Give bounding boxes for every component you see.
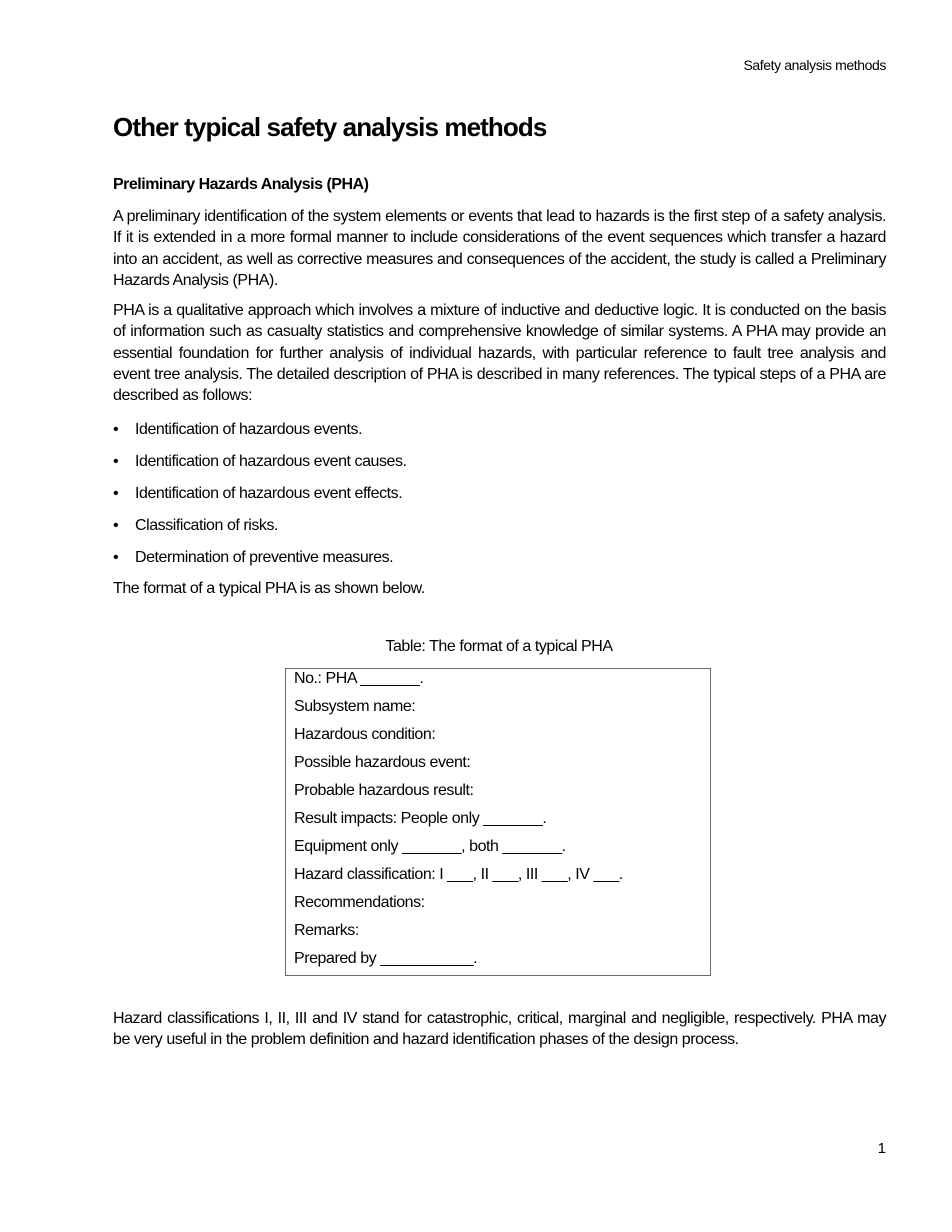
list-item (113, 483, 407, 515)
table-row: Prepared by ___________. (294, 950, 478, 967)
table-row: Equipment only _______, both _______. (294, 838, 566, 855)
list-item-text: Identification of hazardous event effects. (135, 485, 403, 502)
pha-format-table (285, 668, 711, 976)
list-item-text: Identification of hazardous event causes. (135, 453, 407, 470)
bullet-icon: • (113, 421, 119, 438)
pha-steps-list (113, 419, 407, 579)
list-item (113, 419, 407, 451)
table-row: Recommendations: (294, 894, 425, 911)
hazard-classification-paragraph: Hazard classifications I, II, III and IV stand for catastrophic, critical, marginal and negligible, respectively. PHA may be very useful in the problem definition and hazard identification phases of the design process. (113, 1010, 886, 1049)
section-heading: Preliminary Hazards Analysis (PHA) (113, 176, 369, 193)
bullet-icon: • (113, 453, 119, 470)
bullet-icon: • (113, 549, 119, 566)
table-row: Result impacts: People only _______. (294, 810, 547, 827)
page-number: 1 (877, 1140, 886, 1157)
pha-description-paragraph: PHA is a qualitative approach which involves a mixture of inductive and deductive logic. It is conducted on the basis of information such as casualty statistics and comprehensive knowledge of similar systems. A PHA may provide an essential foundation for further analysis of individual hazards, with particular reference to fault tree analysis and event tree analysis. The detailed description of PHA is described in many references. The typical steps of a PHA are described as follows: (113, 302, 886, 405)
table-row: Probable hazardous result: (294, 782, 474, 799)
list-item-text: Determination of preventive measures. (135, 549, 394, 566)
list-item (113, 451, 407, 483)
table-row: Hazard classification: I ___, II ___, III ___, IV ___. (294, 866, 623, 883)
table-row: Remarks: (294, 922, 359, 939)
intro-paragraph: A preliminary identification of the system elements or events that lead to hazards is the first step of a safety analysis. If it is extended in a more formal manner to include considerations of the event sequences which transfer a hazard into an accident, as well as corrective measures and consequences of the accident, the study is called a Preliminary Hazards Analysis (PHA). (113, 208, 886, 289)
page-title: Other typical safety analysis methods (113, 112, 547, 142)
running-header: Safety analysis methods (743, 57, 886, 73)
table-row: Possible hazardous event: (294, 754, 471, 771)
table-row: No.: PHA _______. (294, 670, 424, 687)
list-item-text: Identification of hazardous events. (135, 421, 363, 438)
bullet-icon: • (113, 485, 119, 502)
list-item-text: Classification of risks. (135, 517, 279, 534)
table-caption: Table: The format of a typical PHA (385, 638, 613, 655)
list-item (113, 515, 407, 547)
list-item (113, 547, 407, 579)
table-row: Hazardous condition: (294, 726, 436, 743)
format-intro-paragraph: The format of a typical PHA is as shown below. (113, 580, 425, 597)
table-row: Subsystem name: (294, 698, 416, 715)
bullet-icon: • (113, 517, 119, 534)
